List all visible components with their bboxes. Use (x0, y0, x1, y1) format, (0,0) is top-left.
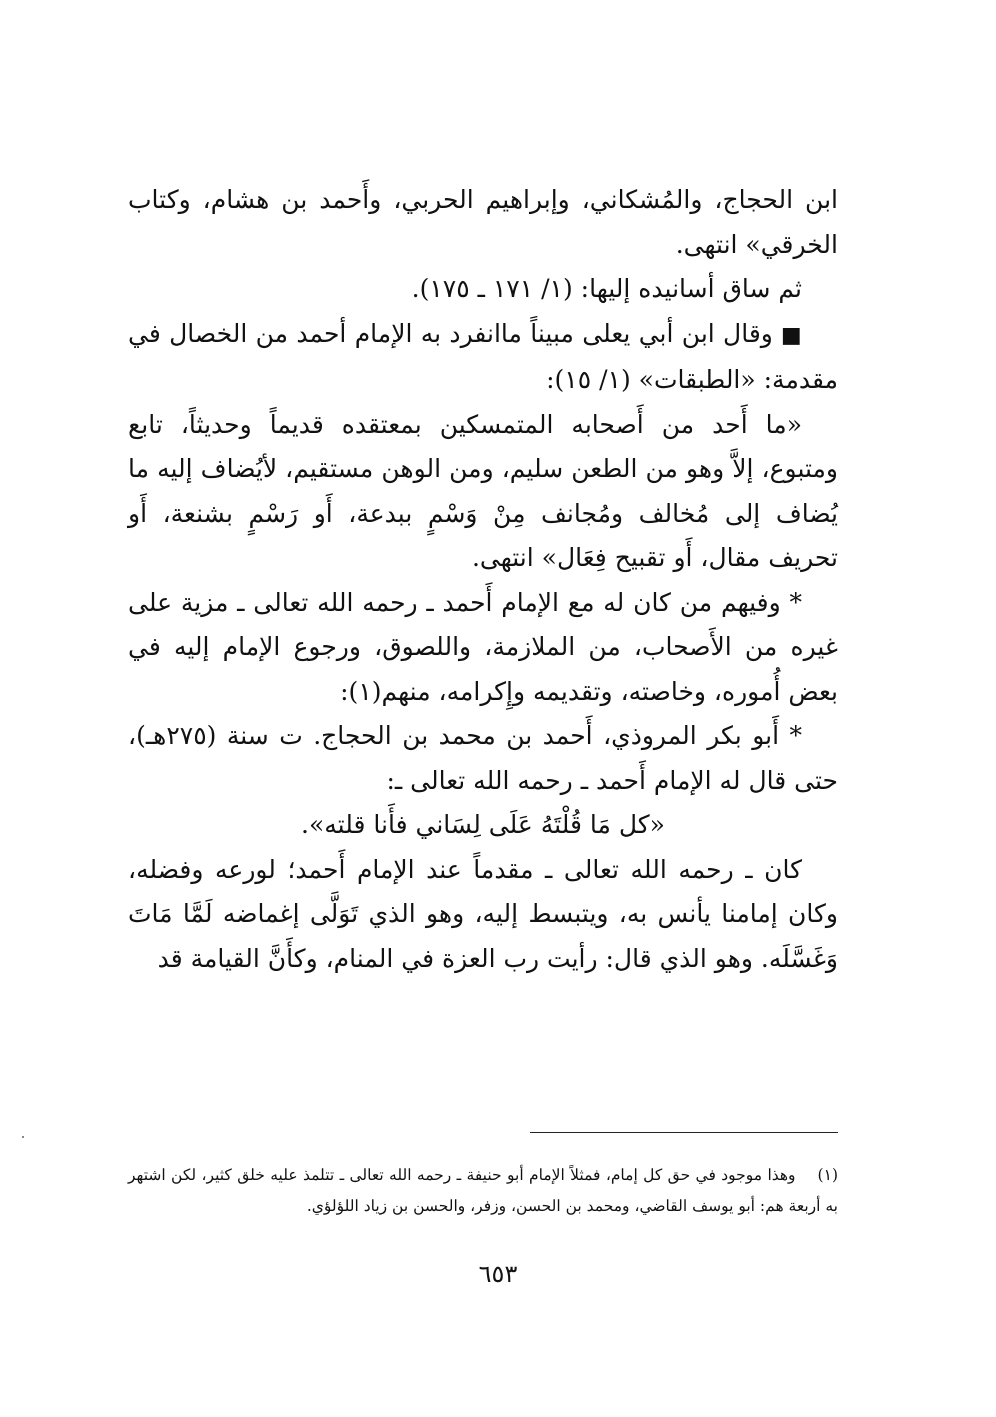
paragraph-6: * أَبو بكر المروذي، أَحمد بن محمد بن الحجاج. ت سنة (٢٧٥هـ)، حتى قال له الإمام أَحمد ـ رحمه الله تعالى ـ: (128, 721, 838, 795)
paragraph-3 (128, 312, 838, 403)
footnote-1 (128, 1160, 838, 1222)
square-bullet-icon: ■ (780, 322, 802, 348)
paragraph-8: كان ـ رحمه الله تعالى ـ مقدماً عند الإمام أَحمد؛ لورعه وفضله، وكان إمامنا يأنس به، ويتبسط إليه، وهو الذي تَوَلَّى إغماضه لَمَّا مَاتَ وَغَسَّلَه. وهو الذي قال: رأيت رب العزة في المنام، وكأَنَّ القيامة قد (128, 854, 838, 973)
paragraph-5: * وفيهم من كان له مع الإمام أَحمد ـ رحمه الله تعالى ـ مزية على غيره من الأَصحاب، من الملازمة، واللصوق، ورجوع الإمام إليه في بعض أُموره، وخاصته، وتقديمه وإِكرامه، منهم(١): (128, 587, 838, 706)
footnote-number: (١) (817, 1166, 838, 1184)
scan-speck (22, 1136, 24, 1138)
main-text (128, 178, 838, 981)
footnote-divider (530, 1132, 838, 1133)
page-number: ٦٥٣ (478, 1260, 518, 1288)
quote-line: «كل مَا قُلْتَهُ عَلَى لِسَاني فأَنا قلته». (301, 810, 665, 839)
footnote (128, 1160, 838, 1222)
footnote-text: وهذا موجود في حق كل إمام، فمثلاً الإمام أبو حنيفة ـ رحمه الله تعالى ـ تتلمذ عليه خلق كثير، لكن اشتهر به أربعة هم: أبو يوسف القاضي، ومحمد بن الحسن، وزفر، والحسن بن زياد اللؤلؤي. (128, 1166, 838, 1215)
paragraph-2: ثم ساق أسانيده إليها: (١/ ١٧١ ـ ١٧٥). (411, 274, 802, 303)
paragraph-1: ابن الحجاج، والمُشكاني، وإبراهيم الحربي، وأَحمد بن هشام، وكتاب الخرقي» انتهى. (128, 185, 838, 259)
paragraph-3-text: وقال ابن أبي يعلى مبيناً ماانفرد به الإمام أحمد من الخصال في مقدمة: «الطبقات» (١/ ١٥): (128, 318, 838, 394)
paragraph-4: «ما أَحد من أَصحابه المتمسكين بمعتقده قديماً وحديثاً، تابع ومتبوع، إلاَّ وهو من الطعن سليم، ومن الوهن مستقيم، لأيُضاف إليه ما يُضاف إلى مُخالف ومُجانف مِنْ وَسْمٍ ببدعة، أَو رَسْمٍ بشنعة، أَو تحريف مقال، أَو تقبيح فِعَال» انتهى. (128, 409, 838, 572)
